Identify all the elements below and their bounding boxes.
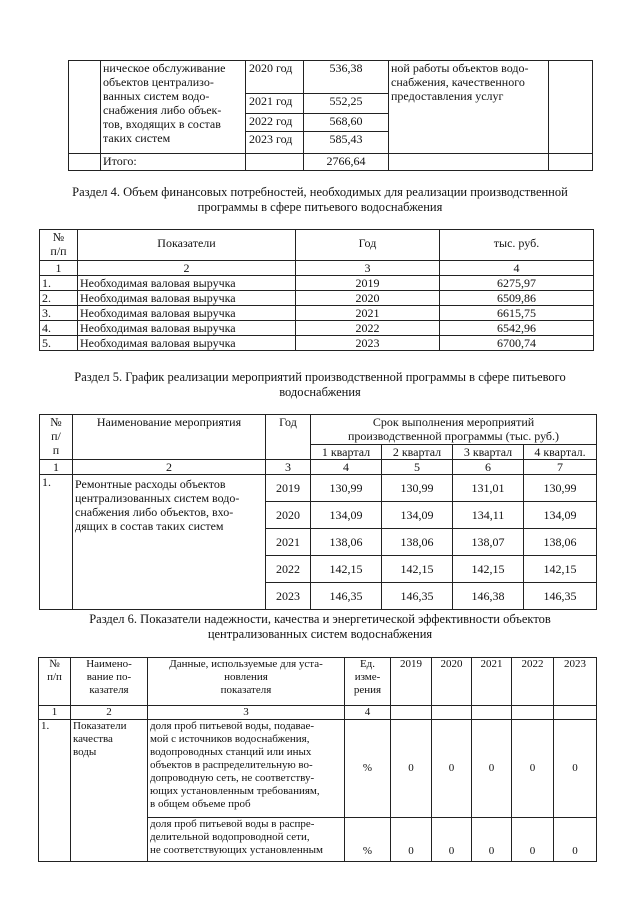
- row-q4: 146,35: [524, 583, 597, 610]
- unit: %: [345, 818, 391, 862]
- empty-cell: [391, 706, 432, 720]
- description-line: объектов централизо-: [103, 75, 214, 89]
- header-year: 2021: [472, 658, 512, 706]
- value: 0: [432, 818, 472, 862]
- header-q1: 1 квартал: [311, 445, 382, 460]
- value: 536,38: [329, 61, 363, 75]
- col-number: 4: [345, 706, 391, 720]
- row-q3: 138,07: [453, 529, 524, 556]
- row-year: 2020: [296, 291, 440, 306]
- empty-cell: [512, 706, 554, 720]
- row-q3: 134,11: [453, 502, 524, 529]
- header-number: № п/п: [39, 658, 71, 706]
- row-amount: 6509,86: [440, 291, 594, 306]
- col-number: 2: [71, 706, 148, 720]
- section4-table: [39, 229, 594, 351]
- section5-title-line2: водоснабжения: [279, 385, 361, 399]
- header-indicator-name: Наимено- вание по- казателя: [71, 658, 148, 706]
- result-line: ной работы объектов водо-: [391, 61, 529, 75]
- col-number: 1: [39, 706, 71, 720]
- row-q2: 146,35: [382, 583, 453, 610]
- row-amount: 6615,75: [440, 306, 594, 321]
- row-year: 2022: [266, 556, 311, 583]
- section4-title-line2: программы в сфере питьевого водоснабжения: [197, 200, 443, 214]
- description-line: снабжения либо объек-: [103, 103, 222, 117]
- indicator-data: доля проб питьевой воды, подавае- мой с источников водоснабжения, водопроводных станций или иных объектов в распределительную во- допроводную сеть, не соответству- ющих установленным требованиям, в общем объеме проб: [148, 720, 345, 818]
- row-indicator: Необходимая валовая выручка: [78, 336, 296, 351]
- header-year: Год: [296, 230, 440, 261]
- description-line: таких систем: [103, 131, 171, 145]
- empty-cell: [549, 154, 593, 171]
- value: 0: [432, 720, 472, 818]
- col-number: 7: [524, 460, 597, 475]
- row-year: 2021: [296, 306, 440, 321]
- year-label: 2022 год: [246, 113, 303, 131]
- row-number: 4.: [40, 321, 78, 336]
- value: 585,43: [304, 131, 388, 153]
- total-label: Итого:: [101, 154, 246, 171]
- row-year: 2022: [296, 321, 440, 336]
- header-data: Данные, используемые для уста- новления показателя: [148, 658, 345, 706]
- col-number: 3: [296, 261, 440, 276]
- row-q1: 138,06: [311, 529, 382, 556]
- col-number: 1: [40, 261, 78, 276]
- col-number: 5: [382, 460, 453, 475]
- col-number: 1: [40, 460, 73, 475]
- service-description: [101, 61, 246, 154]
- empty-cell: [554, 706, 597, 720]
- header-number: № п/п: [40, 230, 78, 261]
- indicator-data: доля проб питьевой воды в распре- делительной водопроводной сети, не соответствующих установленным: [148, 818, 345, 862]
- row-year: 2020: [266, 502, 311, 529]
- table-row: [40, 336, 594, 351]
- section6-title: [40, 612, 600, 642]
- row-number: 1.: [39, 720, 71, 862]
- row-q2: 130,99: [382, 475, 453, 502]
- value: 0: [472, 818, 512, 862]
- empty-cell: [549, 61, 593, 154]
- header-indicator: Показатели: [78, 230, 296, 261]
- table-row: [40, 306, 594, 321]
- header-unit: Ед. изме- рения: [345, 658, 391, 706]
- row-q2: 134,09: [382, 502, 453, 529]
- row-q4: 134,09: [524, 502, 597, 529]
- header-q2: 2 квартал: [382, 445, 453, 460]
- description-line: ническое обслуживание: [103, 61, 226, 75]
- value: 568,60: [304, 113, 388, 131]
- row-q2: 142,15: [382, 556, 453, 583]
- row-number: 5.: [40, 336, 78, 351]
- value: 0: [554, 720, 597, 818]
- header-year: 2023: [554, 658, 597, 706]
- section6-title-line1: Раздел 6. Показатели надежности, качества и энергетической эффективности объектов: [89, 612, 551, 626]
- row-number: 2.: [40, 291, 78, 306]
- empty-number-cell: [69, 154, 101, 171]
- value: 0: [472, 720, 512, 818]
- value: 0: [391, 720, 432, 818]
- result-description: [389, 61, 549, 154]
- result-line: снабжения, качественного: [391, 75, 525, 89]
- table-row: [40, 475, 597, 502]
- header-year: 2022: [512, 658, 554, 706]
- col-number: 2: [78, 261, 296, 276]
- row-amount: 6275,97: [440, 276, 594, 291]
- empty-number-cell: [69, 61, 101, 154]
- row-number: 1.: [40, 276, 78, 291]
- table-row: [40, 321, 594, 336]
- row-q3: 146,38: [453, 583, 524, 610]
- row-q1: 146,35: [311, 583, 382, 610]
- table-row: [40, 276, 594, 291]
- total-value: 2766,64: [304, 154, 389, 171]
- value-cells: [304, 61, 389, 154]
- description-line: ванных систем водо-: [103, 89, 210, 103]
- empty-cell: [246, 154, 304, 171]
- header-year: Год: [266, 415, 311, 460]
- row-q4: 138,06: [524, 529, 597, 556]
- value: 0: [554, 818, 597, 862]
- year-label: 2020 год: [249, 61, 293, 75]
- row-q1: 130,99: [311, 475, 382, 502]
- col-number: 4: [311, 460, 382, 475]
- header-event: Наименование мероприятия: [73, 415, 266, 460]
- table-row: [39, 720, 597, 818]
- header-q4: 4 квартал.: [524, 445, 597, 460]
- col-number: 6: [453, 460, 524, 475]
- empty-cell: [472, 706, 512, 720]
- header-number: № п/ п: [40, 415, 73, 460]
- unit: %: [345, 720, 391, 818]
- event-name: Ремонтные расходы объектов централизованных систем водо- снабжения либо объектов, вхо- дящих в состав таких систем: [73, 475, 266, 610]
- row-indicator: Необходимая валовая выручка: [78, 306, 296, 321]
- empty-cell: [432, 706, 472, 720]
- row-q3: 142,15: [453, 556, 524, 583]
- row-indicator: Необходимая валовая выручка: [78, 321, 296, 336]
- row-year: 2023: [296, 336, 440, 351]
- continuation-table: [68, 60, 593, 171]
- row-amount: 6542,96: [440, 321, 594, 336]
- row-number: 1.: [40, 475, 73, 610]
- row-number: 3.: [40, 306, 78, 321]
- table-row: [40, 291, 594, 306]
- header-period: Срок выполнения мероприятий производственной программы (тыс. руб.): [311, 415, 597, 445]
- col-number: 4: [440, 261, 594, 276]
- col-number: 3: [266, 460, 311, 475]
- section6-title-line2: централизованных систем водоснабжения: [207, 627, 433, 641]
- row-indicator: Необходимая валовая выручка: [78, 276, 296, 291]
- value: 0: [512, 720, 554, 818]
- year-label: 2021 год: [246, 93, 303, 113]
- row-year: 2019: [266, 475, 311, 502]
- value: 0: [391, 818, 432, 862]
- section4-title: [40, 185, 600, 215]
- row-year: 2023: [266, 583, 311, 610]
- result-line: предоставления услуг: [391, 89, 504, 103]
- col-number: 2: [73, 460, 266, 475]
- header-amount: тыс. руб.: [440, 230, 594, 261]
- section5-title-line1: Раздел 5. График реализации мероприятий производственной программы в сфере питьевого: [74, 370, 566, 384]
- col-number: 3: [148, 706, 345, 720]
- section6-table: [38, 657, 597, 862]
- row-year: 2021: [266, 529, 311, 556]
- year-label: 2023 год: [246, 131, 303, 153]
- row-q4: 130,99: [524, 475, 597, 502]
- header-year: 2019: [391, 658, 432, 706]
- row-amount: 6700,74: [440, 336, 594, 351]
- value: 0: [512, 818, 554, 862]
- year-cells: [246, 61, 304, 154]
- description-line: тов, входящих в состав: [103, 117, 221, 131]
- row-q2: 138,06: [382, 529, 453, 556]
- section5-table: [39, 414, 597, 610]
- row-q1: 142,15: [311, 556, 382, 583]
- row-q3: 131,01: [453, 475, 524, 502]
- header-q3: 3 квартал: [453, 445, 524, 460]
- header-year: 2020: [432, 658, 472, 706]
- row-indicator: Необходимая валовая выручка: [78, 291, 296, 306]
- section5-title: [40, 370, 600, 400]
- row-q4: 142,15: [524, 556, 597, 583]
- row-year: 2019: [296, 276, 440, 291]
- section4-title-line1: Раздел 4. Объем финансовых потребностей, необходимых для реализации производственной: [72, 185, 568, 199]
- empty-cell: [389, 154, 549, 171]
- value: 552,25: [304, 93, 388, 113]
- row-q1: 134,09: [311, 502, 382, 529]
- indicator-name: Показатели качества воды: [71, 720, 148, 862]
